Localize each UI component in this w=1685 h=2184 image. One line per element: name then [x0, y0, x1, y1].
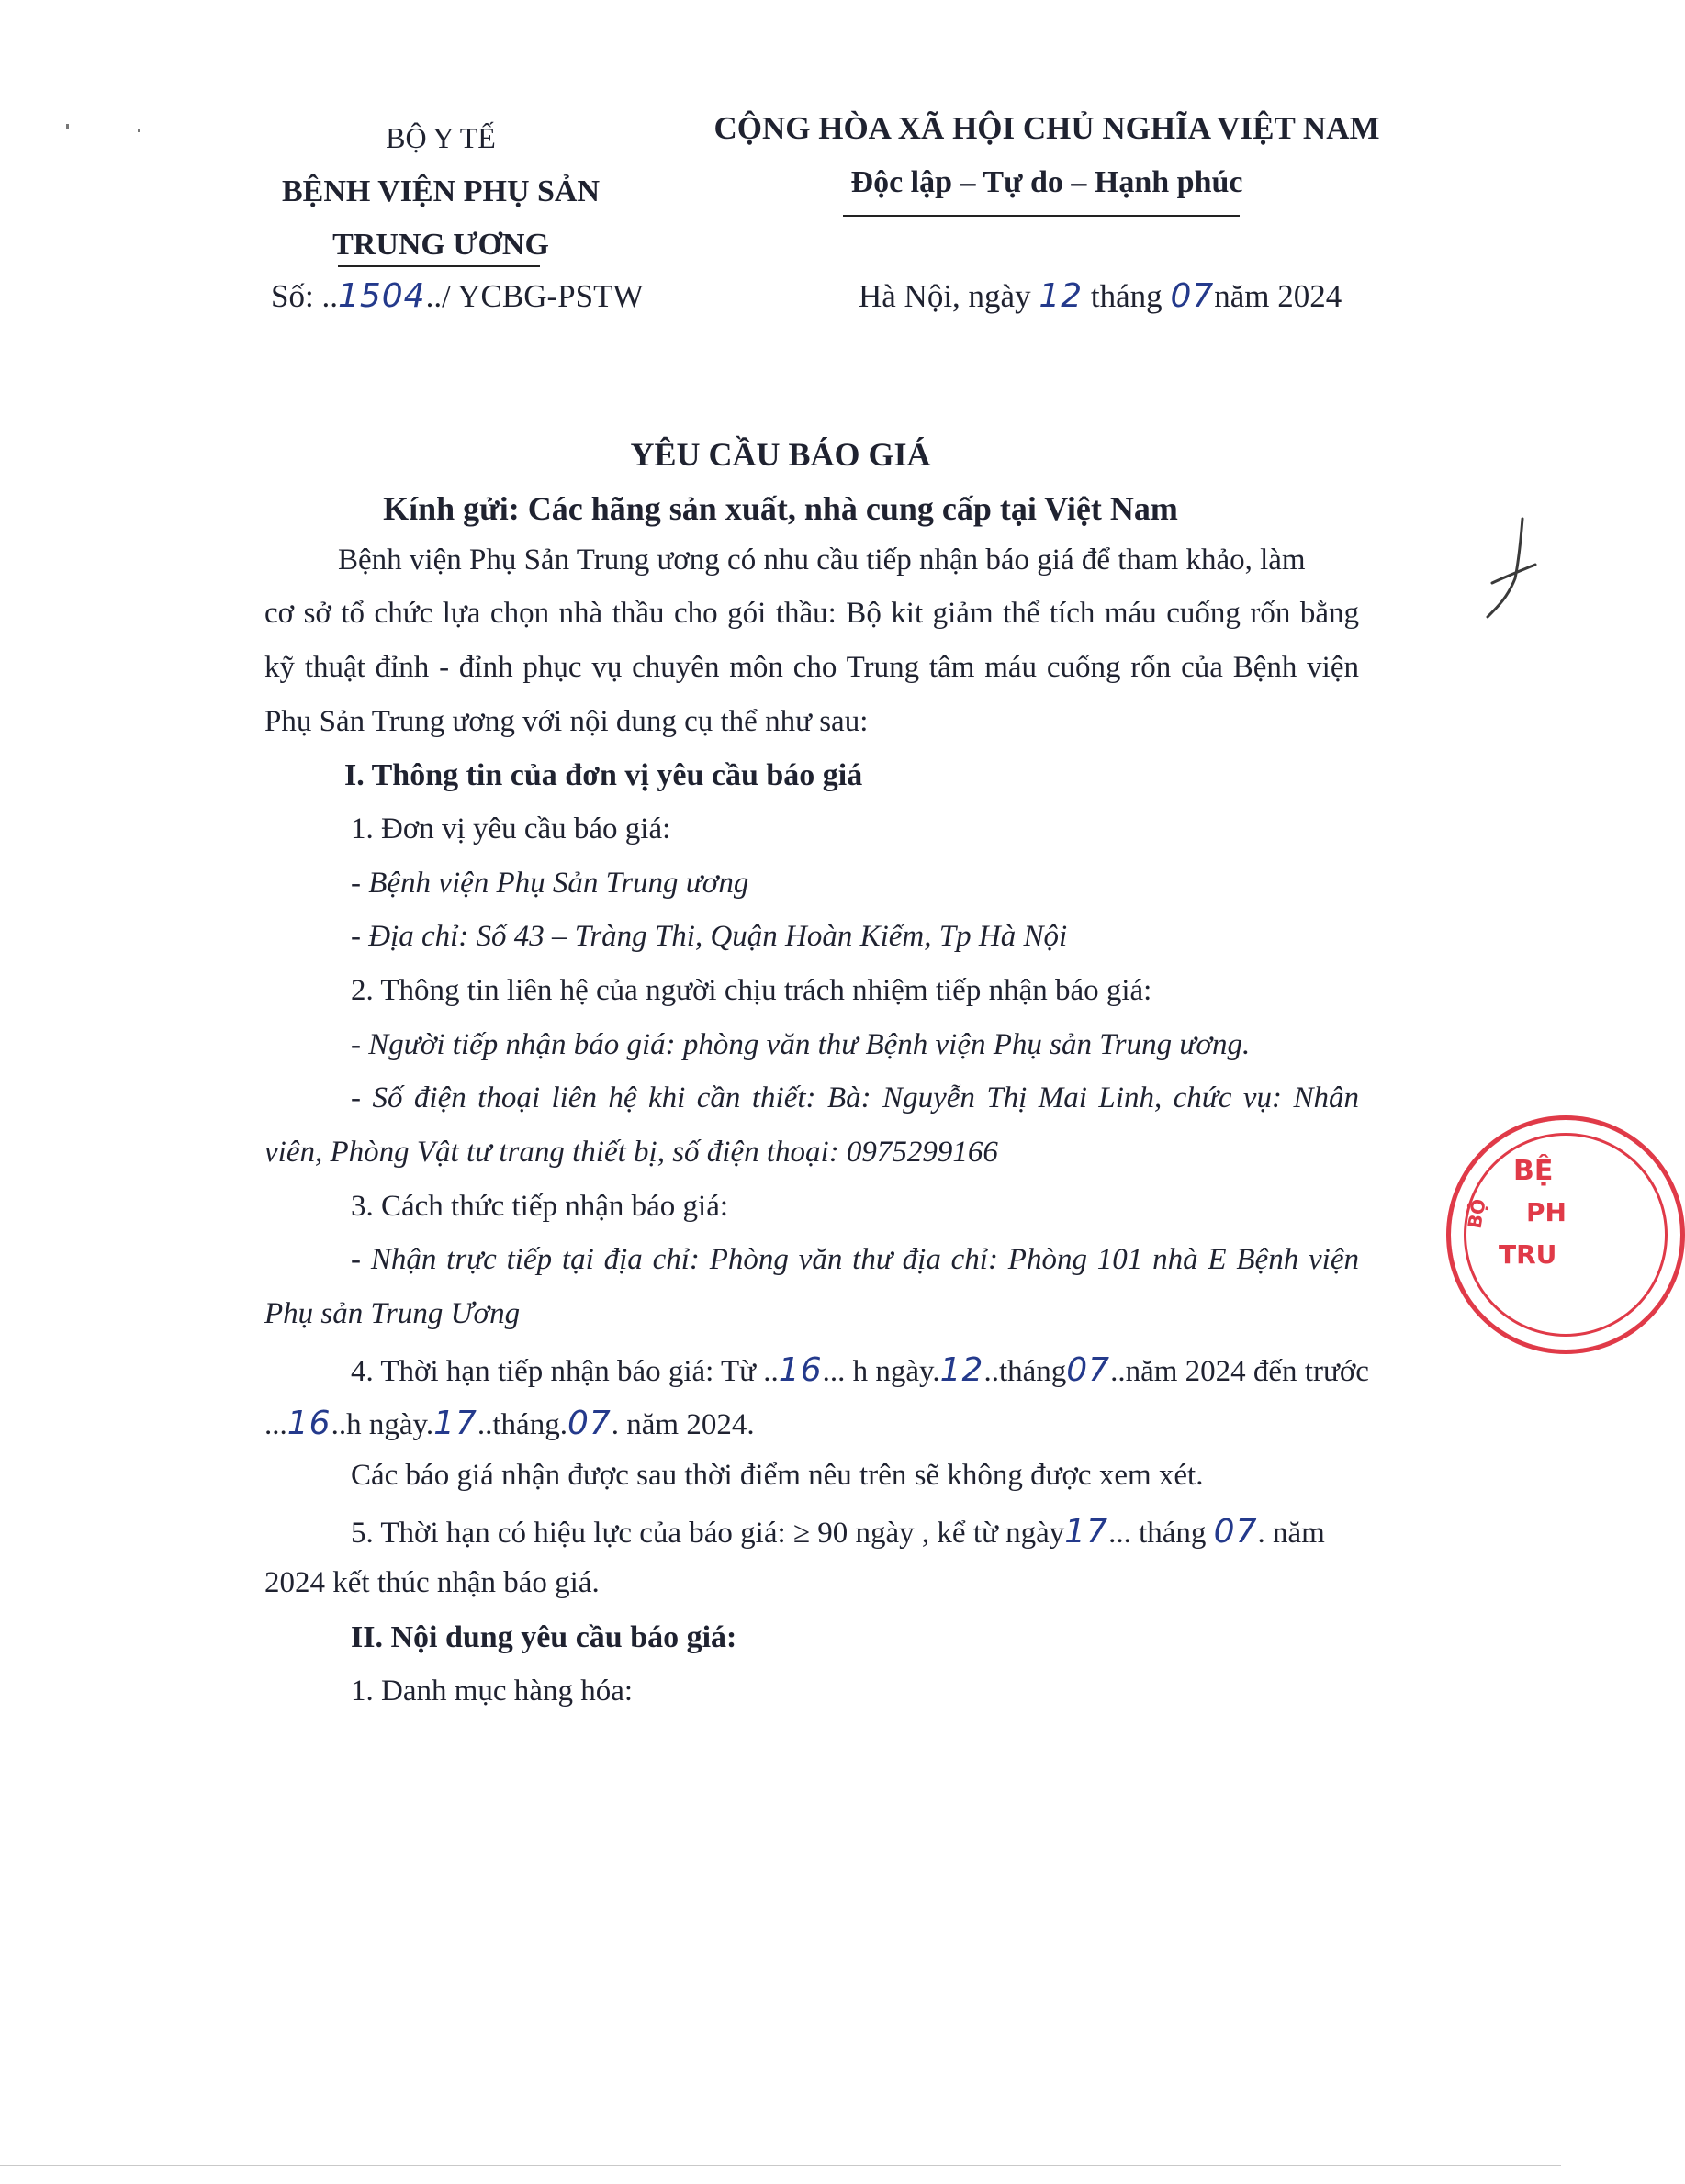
- receiving-method-line-2: Phụ sản Trung Ương: [264, 1297, 521, 1330]
- date-day-handwritten: 12: [1039, 277, 1084, 315]
- hospital-stamp: [1446, 1115, 1685, 1354]
- period-text: 4. Thời hạn tiếp nhận báo giá: Từ ..: [351, 1355, 779, 1388]
- requesting-unit: - Bệnh viện Phụ Sản Trung ương: [351, 867, 749, 900]
- section-2-heading: II. Nội dung yêu cầu báo giá:: [351, 1620, 737, 1654]
- scan-speck: [66, 124, 69, 129]
- intro-line-4: Phụ Sản Trung ương với nội dung cụ thể như sau:: [264, 705, 869, 738]
- validity-text: 5. Thời hạn có hiệu lực của báo giá: ≥ 90 ngày , kể từ ngày: [351, 1517, 1065, 1550]
- contact-phone-line-1: - Số điện thoại liên hệ khi cần thiết: Bà: Nguyễn Thị Mai Linh, chức vụ: Nhân: [351, 1081, 1359, 1114]
- period-month-start: 07: [1066, 1351, 1111, 1389]
- document-title: YÊU CẦU BÁO GIÁ: [630, 436, 931, 473]
- doc-no-suffix: ../ YCBG-PSTW: [425, 278, 644, 314]
- period-hour-end: 16: [286, 1405, 331, 1442]
- validity-text: ... tháng: [1108, 1517, 1207, 1550]
- intro-line-2: cơ sở tổ chức lựa chọn nhà thầu cho gói thầu: Bộ kit giảm thể tích máu cuống rốn bằng: [264, 597, 1359, 630]
- period-text: . năm 2024.: [611, 1408, 755, 1441]
- scan-speck: [138, 129, 140, 132]
- scan-bottom-edge: [0, 2165, 1561, 2166]
- receiving-period-line-1: [351, 1351, 1369, 1389]
- stamp-text-middle: PH: [1526, 1197, 1567, 1227]
- period-text: ... h ngày.: [822, 1355, 940, 1388]
- doc-no-handwritten: 1504: [337, 277, 426, 315]
- date-prefix: Hà Nội, ngày: [859, 278, 1031, 314]
- intro-line-3: kỹ thuật đỉnh - đỉnh phục vụ chuyên môn cho Trung tâm máu cuống rốn của Bệnh viện: [264, 651, 1359, 684]
- section-1-item-3-label: 3. Cách thức tiếp nhận báo giá:: [351, 1190, 729, 1223]
- quote-receiver: - Người tiếp nhận báo giá: phòng văn thư Bệnh viện Phụ sản Trung ương.: [351, 1028, 1251, 1061]
- country-name: CỘNG HÒA XÃ HỘI CHỦ NGHĨA VIỆT NAM: [713, 110, 1380, 146]
- contact-phone-line-2: viên, Phòng Vật tư trang thiết bị, số điện thoại: 0975299166: [264, 1136, 998, 1169]
- validity-line-2: 2024 kết thúc nhận báo giá.: [264, 1566, 600, 1599]
- period-text: ...: [264, 1408, 287, 1441]
- hospital-name-line1: BỆNH VIỆN PHỤ SẢN: [281, 174, 601, 208]
- margin-initials: [1478, 514, 1552, 624]
- document-number: [271, 277, 644, 315]
- validity-day: 17: [1064, 1513, 1109, 1551]
- period-text: ..năm 2024 đến trước: [1110, 1355, 1369, 1388]
- recipient-line: Kính gửi: Các hãng sản xuất, nhà cung cấp tại Việt Nam: [383, 490, 1178, 527]
- date-month-handwritten: 07: [1170, 277, 1215, 315]
- doc-no-prefix: Số: ..: [271, 278, 338, 314]
- ministry-name: BỘ Y TẾ: [386, 121, 496, 154]
- issue-date: [859, 277, 1342, 315]
- validity-text: . năm: [1257, 1517, 1325, 1550]
- section-1-item-2-label: 2. Thông tin liên hệ của người chịu trách nhiệm tiếp nhận báo giá:: [351, 974, 1152, 1007]
- stamp-text-top: BỆ: [1513, 1155, 1554, 1187]
- period-day-end: 17: [433, 1405, 477, 1442]
- period-hour-start: 16: [778, 1351, 823, 1389]
- stamp-text-side: BỘ: [1463, 1197, 1490, 1230]
- unit-address: - Địa chỉ: Số 43 – Tràng Thi, Quận Hoàn Kiếm, Tp Hà Nội: [351, 920, 1068, 953]
- hospital-underline: [338, 265, 540, 267]
- section-2-item-1-label: 1. Danh mục hàng hóa:: [351, 1674, 634, 1708]
- receiving-method-line-1: - Nhận trực tiếp tại địa chỉ: Phòng văn thư địa chỉ: Phòng 101 nhà E Bệnh viện: [351, 1243, 1359, 1276]
- validity-month: 07: [1213, 1513, 1258, 1551]
- intro-line-1: Bệnh viện Phụ Sản Trung ương có nhu cầu tiếp nhận báo giá để tham khảo, làm: [338, 543, 1306, 577]
- stamp-text-bottom: TRU: [1499, 1239, 1557, 1270]
- date-year: năm 2024: [1214, 278, 1342, 314]
- section-1-heading: I. Thông tin của đơn vị yêu cầu báo giá: [344, 758, 863, 792]
- late-quote-note: Các báo giá nhận được sau thời điểm nêu trên sẽ không được xem xét.: [351, 1459, 1204, 1492]
- period-text: ..tháng: [983, 1355, 1067, 1388]
- section-1-item-1-label: 1. Đơn vị yêu cầu báo giá:: [351, 812, 671, 846]
- date-month-label: tháng: [1090, 278, 1163, 314]
- receiving-period-line-2: [264, 1405, 755, 1442]
- validity-line-1: [351, 1513, 1325, 1551]
- period-text: ..tháng.: [477, 1408, 567, 1441]
- hospital-name-line2: TRUNG ƯƠNG: [332, 228, 549, 262]
- motto-underline: [843, 215, 1240, 217]
- national-motto: Độc lập – Tự do – Hạnh phúc: [850, 165, 1243, 199]
- period-month-end: 07: [567, 1405, 612, 1442]
- period-text: ..h ngày.: [331, 1408, 434, 1441]
- period-day-start: 12: [939, 1351, 984, 1389]
